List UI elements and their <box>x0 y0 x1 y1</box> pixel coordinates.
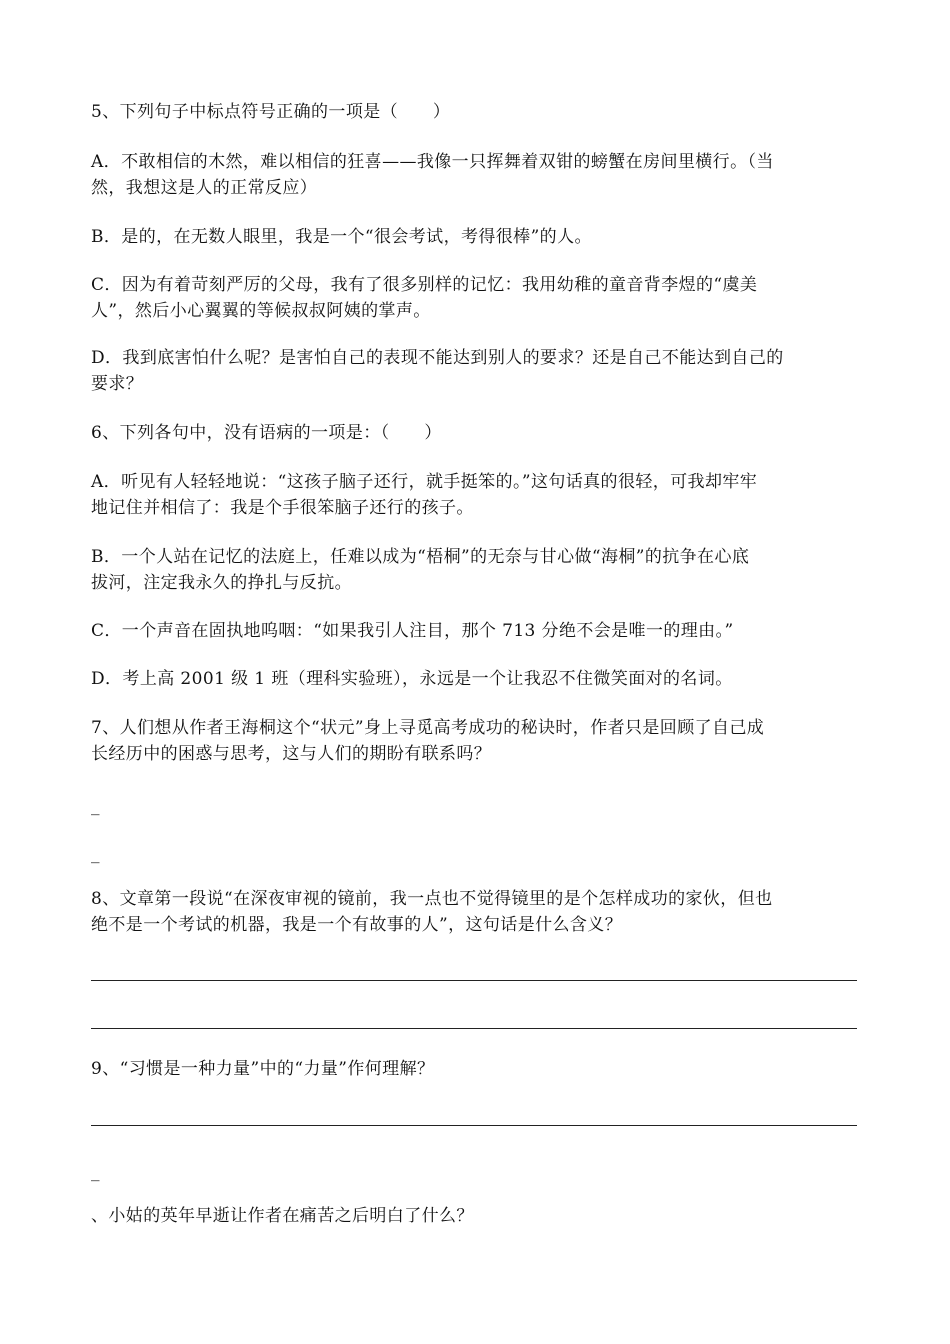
answer-line <box>91 1125 857 1126</box>
answer-blank-mark: _ <box>91 844 100 864</box>
question-6-stem: 6、下列各句中，没有语病的一项是：（ ） <box>91 423 442 443</box>
question-5-option-a-cont: 然，我想这是人的正常反应） <box>91 178 318 198</box>
question-10-stem: 、小姑的英年早逝让作者在痛苦之后明白了什么？ <box>91 1206 474 1226</box>
question-5-option-b: B．是的，在无数人眼里，我是一个“很会考试，考得很棒”的人。 <box>91 227 592 247</box>
answer-line <box>91 1028 857 1029</box>
question-6-option-b-cont: 拔河，注定我永久的挣扎与反抗。 <box>91 573 352 593</box>
question-5-option-c: C．因为有着苛刻严厉的父母，我有了很多别样的记忆：我用幼稚的童音背李煜的“虞美 <box>91 275 758 295</box>
question-8-stem: 8、文章第一段说“在深夜审视的镜前，我一点也不觉得镜里的是个怎样成功的家伙，但也 <box>91 889 773 909</box>
answer-line <box>91 980 857 981</box>
question-6-option-c: C．一个声音在固执地呜咽：“如果我引人注目，那个 713 分绝不会是唯一的理由。” <box>91 621 734 641</box>
question-6-option-d: D．考上高 2001 级 1 班（理科实验班），永远是一个让我忍不住微笑面对的名词。 <box>91 669 733 689</box>
question-5-option-d-cont: 要求？ <box>91 374 144 394</box>
answer-blank-mark: _ <box>91 796 100 816</box>
question-5-option-d: D．我到底害怕什么呢？是害怕自己的表现不能达到别人的要求？还是自己不能达到自己的 <box>91 348 784 368</box>
question-6-option-b: B．一个人站在记忆的法庭上，任难以成为“梧桐”的无奈与甘心做“海桐”的抗争在心底 <box>91 547 750 567</box>
question-7-stem: 7、人们想从作者王海桐这个“状元”身上寻觅高考成功的秘诀时，作者只是回顾了自己成 <box>91 718 765 738</box>
answer-blank-mark: _ <box>91 1162 100 1182</box>
question-9-stem: 9、“习惯是一种力量”中的“力量”作何理解？ <box>91 1059 435 1079</box>
question-5-option-a: A．不敢相信的木然，难以相信的狂喜——我像一只挥舞着双钳的螃蟹在房间里横行。（当 <box>91 152 774 172</box>
question-5-option-c-cont: 人”，然后小心翼翼的等候叔叔阿姨的掌声。 <box>91 301 431 321</box>
question-5-stem: 5、下列句子中标点符号正确的一项是（ ） <box>91 102 451 122</box>
question-6-option-a-cont: 地记住并相信了：我是个手很笨脑子还行的孩子。 <box>91 498 474 518</box>
question-6-option-a: A．听见有人轻轻地说：“这孩子脑子还行，就手挺笨的。”这句话真的很轻，可我却牢牢 <box>91 472 758 492</box>
question-7-stem-cont: 长经历中的困惑与思考，这与人们的期盼有联系吗？ <box>91 744 492 764</box>
question-8-stem-cont: 绝不是一个考试的机器，我是一个有故事的人”，这句话是什么含义？ <box>91 915 623 935</box>
